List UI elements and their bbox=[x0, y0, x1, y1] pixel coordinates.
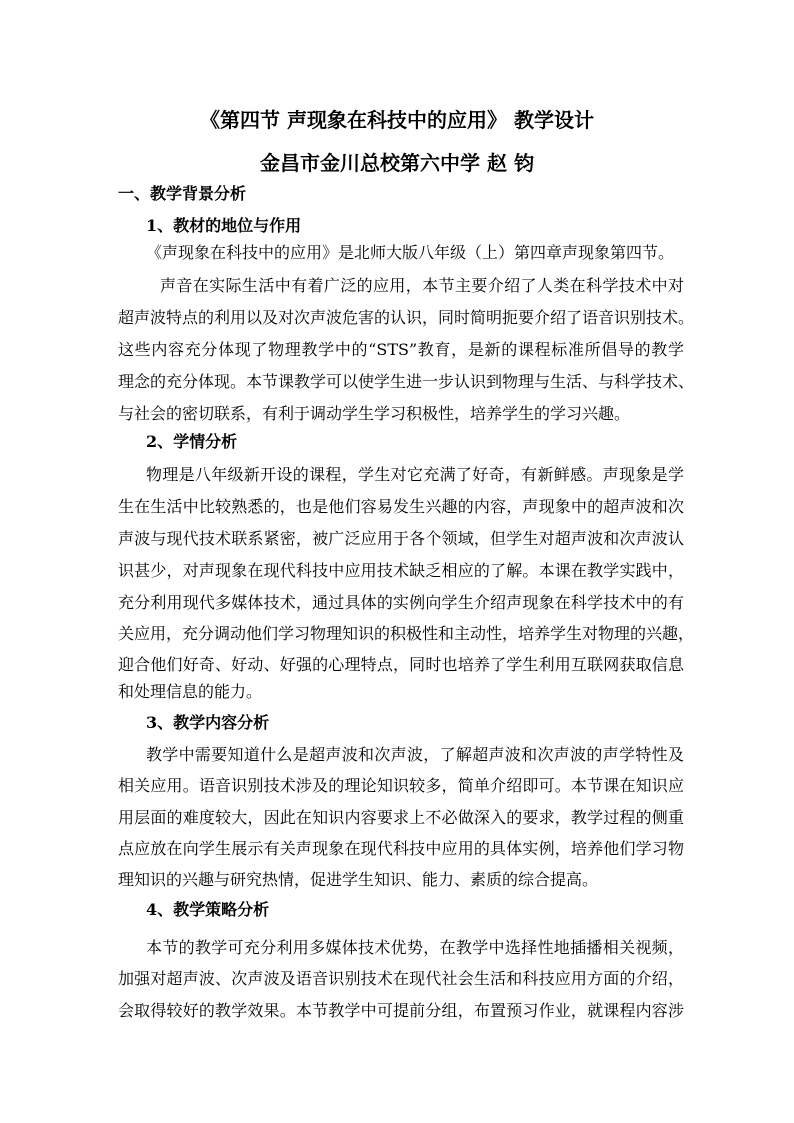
paragraph-line: 充分利用现代多媒体技术，通过具体的实例向学生介绍声现象在科学技术中的有 bbox=[118, 593, 684, 612]
author-line: 金昌市金川总校第六中学 赵 钧 bbox=[260, 151, 534, 175]
paragraph-line: 点应放在向学生展示有关声现象在现代科技中应用的具体实例，培养他们学习物 bbox=[118, 839, 684, 858]
paragraph-line: 《声现象在科技中的应用》是北师大版八年级（上）第四章声现象第四节。 bbox=[146, 243, 675, 262]
paragraph-line: 本节的教学可充分利用多媒体技术优势，在教学中选择性地插播相关视频， bbox=[146, 938, 684, 957]
paragraph-line: 加强对超声波、次声波及语音识别技术在现代社会生活和科技应用方面的介绍， bbox=[118, 969, 684, 988]
paragraph-line: 用层面的难度较大，因此在知识内容要求上不必做深入的要求，教学过程的侧重 bbox=[118, 808, 684, 827]
paragraph-line: 物理是八年级新开设的课程，学生对它充满了好奇，有新鲜感。声现象是学 bbox=[146, 465, 684, 484]
paragraph-line: 与社会的密切联系，有利于调动学生学习积极性，培养学生的学习兴趣。 bbox=[118, 404, 631, 423]
paragraph-line: 声音在实际生活中有着广泛的应用，本节主要介绍了人类在科学技术中对 bbox=[160, 276, 684, 295]
subsection-heading-learners: 2、学情分析 bbox=[146, 432, 238, 451]
subsection-heading-content: 3、教学内容分析 bbox=[146, 713, 270, 732]
paragraph-line: 和处理信息的能力。 bbox=[118, 682, 263, 701]
paragraph-line: 识甚少，对声现象在现代科技中应用技术缺乏相应的了解。本课在教学实践中， bbox=[118, 561, 684, 580]
paragraph-line: 迎合他们好奇、好动、好强的心理特点，同时也培养了学生利用互联网获取信息 bbox=[118, 655, 684, 674]
paragraph-line: 会取得较好的教学效果。本节教学中可提前分组，布置预习作业，就课程内容涉 bbox=[118, 1001, 684, 1020]
section-heading-background: 一、教学背景分析 bbox=[118, 184, 247, 203]
paragraph-line: 这些内容充分体现了物理教学中的“STS”教育，是新的课程标准所倡导的教学 bbox=[118, 340, 684, 359]
document-title: 《第四节 声现象在科技中的应用》 教学设计 bbox=[200, 108, 594, 132]
paragraph-line: 生在生活中比较熟悉的，也是他们容易发生兴趣的内容，声现象中的超声波和次 bbox=[118, 497, 684, 516]
paragraph-line: 关应用，充分调动他们学习物理知识的积极性和主动性，培养学生对物理的兴趣， bbox=[118, 624, 695, 643]
paragraph-line: 相关应用。语音识别技术涉及的理论知识较多，简单介绍即可。本节课在知识应 bbox=[118, 776, 684, 795]
paragraph-line: 理念的充分体现。本节课教学可以使学生进一步认识到物理与生活、与科学技术、 bbox=[118, 372, 695, 391]
paragraph-line: 声波与现代技术联系紧密，被广泛应用于各个领域，但学生对超声波和次声波认 bbox=[118, 529, 684, 548]
paragraph-line: 理知识的兴趣与研究热情，促进学生知识、能力、素质的综合提高。 bbox=[118, 870, 599, 889]
paragraph-line: 教学中需要知道什么是超声波和次声波，了解超声波和次声波的声学特性及 bbox=[146, 745, 684, 764]
subsection-heading-role: 1、教材的地位与作用 bbox=[146, 216, 302, 235]
subsection-heading-strategy: 4、教学策略分析 bbox=[146, 900, 270, 919]
paragraph-line: 超声波特点的利用以及对次声波危害的认识，同时简明扼要介绍了语音识别技术。 bbox=[118, 308, 695, 327]
